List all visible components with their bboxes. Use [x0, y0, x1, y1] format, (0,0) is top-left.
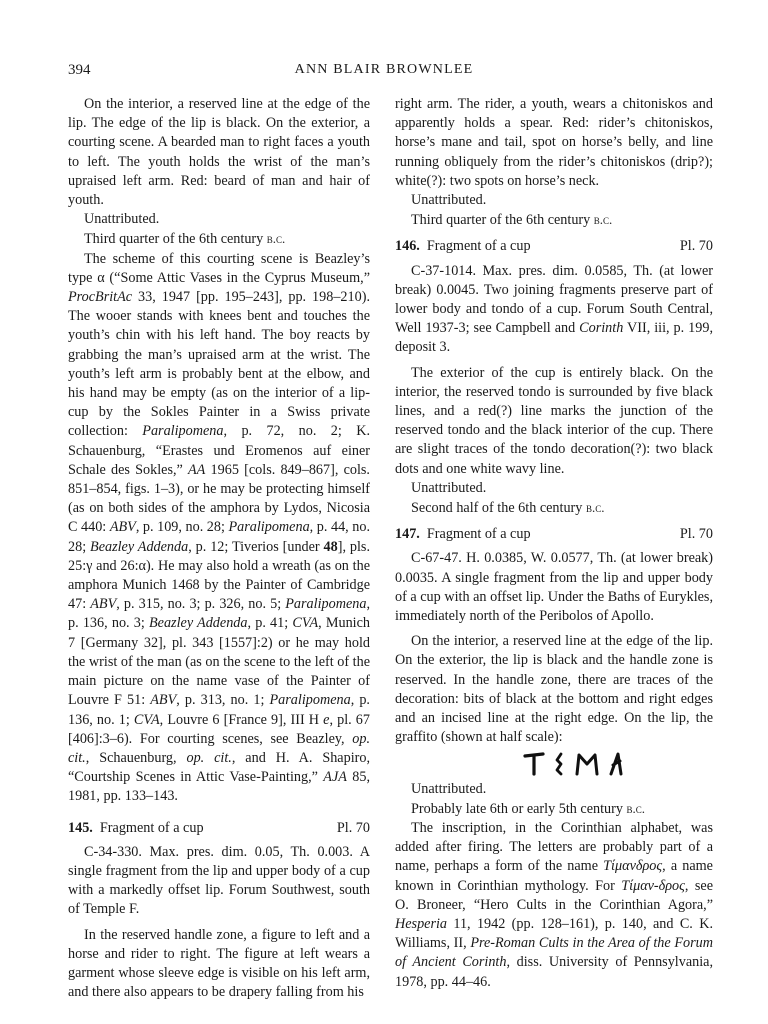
entry-145-title: Fragment of a cup [99, 819, 204, 836]
entry-145-catalog: C-34-330. Max. pres. dim. 0.05, Th. 0.003. A single fragment from the lip and upper body of a cup with a markedly offset lip. Forum Southwest, south of Temple F. [68, 843, 370, 918]
entry-145-description: In the reserved handle zone, a figure to left and a horse and rider to right. The figure at left wears a garment whose sleeve edge is visible on his left arm, and there also appears to be drapery falling from his [68, 926, 370, 1001]
entry-145-heading [68, 819, 370, 838]
date-text: Probably late 6th or early 5th century b.c. [411, 800, 646, 817]
entry-146-plate: Pl. 70 [679, 238, 713, 255]
entry-147-description: On the interior, a reserved line at the edge of the lip. On the exterior, the lip is black and the handle zone is reserved. In the handle zone, there are traces of the decoration: bits of black at the bottom and right edges and an incised line at the right edge. On the lip, the graffito (shown at half scale): [395, 633, 713, 746]
entry-146-title: Fragment of a cup [426, 238, 531, 255]
running-title: ANN BLAIR BROWNLEE [294, 62, 474, 77]
date-text: Third quarter of the 6th century b.c. [411, 212, 613, 229]
graffito-drawing [435, 750, 713, 776]
entry-145-number: 145. [68, 819, 93, 836]
inscription-paragraph: The inscription, in the Corinthian alphabet, was added after firing. The letters are probably part of a name, perhaps a form of the name Τίμανδρος, a name known in Corinthian mythology. For Τίμαν-δρος, see O. Broneer, “Hero Cults in the Corinthian Agora,” Hesperia 11, 1942 (pp. 128–161), p. 140, and C. K. Williams, II, Pre-Roman Cults in the Area of the Forum of Ancient Corinth, diss. University of Pennsylvania, 1978, pp. 44–46. [395, 819, 713, 990]
graffito-letters-image [519, 750, 629, 776]
paragraph-interior-description: On the interior, a reserved line at the edge of the lip. The edge of the lip is black. On the exterior, a courting scene. A bearded man to right faces a youth to left. The youth holds the wrist of the man’s upraised left arm. Red: beard of man and hair of youth. [68, 96, 370, 209]
entry-145-plate: Pl. 70 [336, 819, 370, 836]
entry-146-description: The exterior of the cup is entirely black. On the interior, the reserved tondo is surrounded by five black lines, and a red(?) line marks the junction of the reserved tondo and the black interior of the cup. There are slight traces of the tondo decoration(?): two black dots and one white wavy line. [395, 364, 713, 477]
entry-146-heading [395, 237, 713, 256]
entry-147-catalog: C-67-47. H. 0.0385, W. 0.0577, Th. (at lower break) 0.0035. A single fragment from the lip and upper body of a cup with an offset lip. Under the Baths of Eurykles, immediately north of the Peribolos of Apollo. [395, 550, 713, 625]
running-head [0, 62, 768, 82]
attribution-text: Unattributed. [411, 780, 487, 797]
entry-147-plate: Pl. 70 [679, 526, 713, 543]
left-column [68, 95, 370, 1002]
attribution-text: Unattributed. [411, 192, 487, 209]
date-text: Third quarter of the 6th century b.c. [84, 231, 286, 248]
attribution-text: Unattributed. [84, 211, 160, 228]
attribution-text: Unattributed. [411, 479, 487, 496]
entry-146-number: 146. [395, 238, 420, 255]
page-number: 394 [68, 62, 91, 78]
entry-147-heading [395, 525, 713, 544]
entry-145-description-continued: right arm. The rider, a youth, wears a chitoniskos and apparently holds a spear. Red: rider’s chitoniskos, horse’s mane and tail, spot on horse’s belly, and line running obliquely from the rider’s chitoniskos (drip?); white(?): two spots on horse’s neck. [395, 96, 713, 189]
right-column [395, 95, 713, 992]
entry-147-number: 147. [395, 526, 420, 543]
entry-146-catalog: C-37-1014. Max. pres. dim. 0.0585, Th. (at lower break) 0.0045. Two joining fragments preserve part of lower body and tondo of a cup. Forum South Central, Well 1937-3; see Campbell and Corinth VII, iii, p. 199, deposit 3. [395, 262, 713, 356]
commentary-paragraph: The scheme of this courting scene is Beazley’s type α (“Some Attic Vases in the Cyprus Museum,” ProcBritAc 33, 1947 [pp. 195–243], pp. 198–210). The wooer stands with knees bent and touches the youth’s chin with his left hand. The boy reacts by grabbing the man’s upraised arm at the wrist. The youth’s left arm is probably bent at the elbow, and his hand may be empty (as on the interior of a lip-cup by the Sokles Painter in a Swiss private collection: Paralipomena, p. 72, no. 2; K. Schauenburg, “Erastes und Eromenos auf einer Schale des Sokles,” AA 1965 [cols. 849–867], cols. 851–854, figs. 1–3), or he may be protecting himself (as on both sides of the amphora by Lydos, Nicosia C 440: ABV, p. 109, no. 28; Paralipomena, p. 44, no. 28; Beazley Addenda, p. 12; Tiverios [under 48], pls. 25:γ and 26:α). He may also hold a wreath (as on the amphora Munich 1468 by the Painter of Cambridge 47: ABV, p. 315, no. 3; p. 326, no. 5; Paralipomena, p. 136, no. 3; Beazley Addenda, p. 41; CVA, Munich 7 [Germany 32], pl. 343 [1557]:2) or he may hold the wrist of the man (as on the scene to the left of the main picture on the name vase of the Painter of Louvre F 51: ABV, p. 313, no. 1; Paralipomena, p. 136, no. 1; CVA, Louvre 6 [France 9], III H e, pl. 67 [406]:3–6). For courting scenes, see Beazley, op. cit., Schauenburg, op. cit., and H. A. Shapiro, “Courtship Scenes in Attic Vase-Painting,” AJA 85, 1981, pp. 133–143. [68, 250, 371, 805]
date-text: Second half of the 6th century b.c. [411, 500, 605, 517]
entry-147-title: Fragment of a cup [426, 526, 531, 543]
